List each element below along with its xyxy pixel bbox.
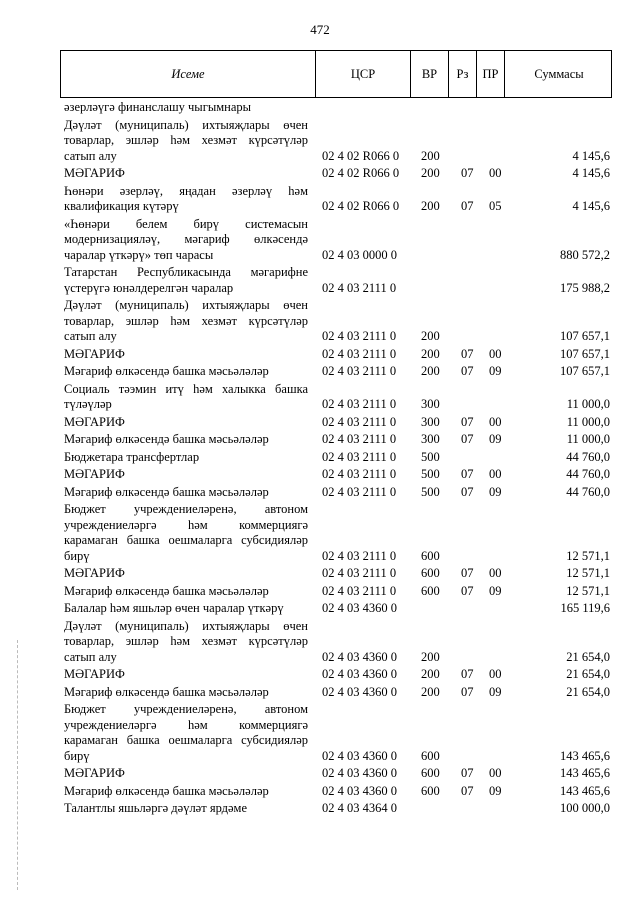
row-pr: 09	[489, 583, 502, 598]
row-csr: 02 4 03 4364 0	[322, 801, 397, 815]
row-sum: 12 571,1	[566, 566, 610, 580]
row-csr: 02 4 02 R066 0	[322, 148, 400, 163]
row-bp: 300	[421, 397, 440, 411]
row-pr: 09	[489, 432, 502, 446]
row-bp: 200	[421, 148, 440, 163]
row-name: МӘГАРИФ	[64, 346, 125, 361]
margin-line	[17, 640, 18, 890]
row-rz: 07	[461, 583, 474, 598]
row-name: Мәгариф өлкәсендә башка мәсьәләләр	[64, 484, 269, 499]
row-pr: 00	[489, 414, 502, 429]
row-csr: 02 4 03 2111 0	[322, 346, 397, 361]
row-csr: 02 4 03 2111 0	[322, 583, 397, 598]
row-name: МӘГАРИФ	[64, 414, 125, 429]
table-row	[0, 700, 640, 764]
table-row	[0, 345, 640, 363]
row-csr: 02 4 03 2111 0	[322, 467, 397, 481]
row-name: Һөнәри әзерләү, яңадан әзерләү һәм квалификация күтәрү	[64, 183, 308, 213]
row-csr: 02 4 03 4360 0	[322, 684, 397, 699]
header-rz: Рз	[448, 51, 476, 97]
row-sum: 175 988,2	[560, 280, 610, 295]
row-sum: 44 760,0	[566, 467, 610, 481]
row-csr: 02 4 03 4360 0	[322, 601, 397, 615]
row-csr: 02 4 03 4360 0	[322, 667, 397, 681]
row-pr: 00	[489, 766, 502, 780]
row-rz: 07	[461, 364, 474, 378]
row-pr: 09	[489, 684, 502, 699]
row-csr: 02 4 03 2111 0	[322, 449, 397, 464]
row-sum: 12 571,1	[566, 548, 610, 563]
row-sum: 44 760,0	[566, 449, 610, 464]
row-bp: 500	[421, 449, 440, 464]
row-sum: 12 571,1	[566, 583, 610, 598]
table-header	[60, 50, 612, 98]
row-csr: 02 4 03 2111 0	[322, 432, 397, 446]
row-name: Бюджетара трансфертлар	[64, 449, 200, 464]
row-pr: 00	[489, 166, 502, 180]
table-row	[0, 465, 640, 483]
row-sum: 107 657,1	[560, 364, 610, 378]
row-name: Мәгариф өлкәсендә башка мәсьәләләр	[64, 364, 269, 378]
row-bp: 600	[421, 748, 440, 763]
row-rz: 07	[461, 414, 474, 429]
row-bp: 200	[421, 667, 440, 681]
row-sum: 21 654,0	[566, 684, 610, 699]
row-bp: 600	[421, 566, 440, 580]
header-name: Исеме	[171, 66, 205, 81]
row-sum: 21 654,0	[566, 667, 610, 681]
row-bp: 600	[421, 783, 440, 798]
table-body	[0, 98, 640, 817]
row-sum: 107 657,1	[560, 346, 610, 361]
row-csr: 02 4 03 2111 0	[322, 414, 397, 429]
row-name: МӘГАРИФ	[64, 566, 125, 580]
table-row	[0, 116, 640, 165]
row-bp: 200	[421, 166, 440, 180]
row-sum: 11 000,0	[566, 414, 610, 429]
row-pr: 09	[489, 364, 502, 378]
row-csr: 02 4 03 2111 0	[322, 484, 397, 499]
header-sum: Суммасы	[504, 51, 613, 97]
table-row	[0, 617, 640, 666]
row-bp: 600	[421, 583, 440, 598]
row-sum: 165 119,6	[560, 601, 610, 615]
table-row	[0, 599, 640, 617]
row-bp: 300	[421, 414, 440, 429]
row-rz: 07	[461, 467, 474, 481]
row-bp: 300	[421, 432, 440, 446]
row-rz: 07	[461, 667, 474, 681]
row-bp: 200	[421, 364, 440, 378]
row-name: Дәүләт (муниципаль) ихтыяҗлары өчен товарлар, эшләр һәм хезмәт күрсәтүләр сатып алу	[64, 618, 308, 664]
row-name: Дәүләт (муниципаль) ихтыяҗлары өчен товарлар, эшләр һәм хезмәт күрсәтүләр сатып алу	[64, 117, 308, 163]
row-name: Балалар һәм яшьләр өчен чаралар үткәрү	[64, 601, 284, 615]
header-csr: ЦСР	[315, 51, 410, 97]
row-csr: 02 4 03 2111 0	[322, 566, 397, 580]
row-rz: 07	[461, 783, 474, 798]
row-sum: 11 000,0	[566, 432, 610, 446]
row-name: Социаль тәэмин итү һәм халыкка башка түләүләр	[64, 381, 308, 411]
table-row	[0, 448, 640, 466]
row-csr: 02 4 03 4360 0	[322, 748, 397, 763]
row-sum: 100 000,0	[560, 801, 610, 815]
header-bp: ВР	[410, 51, 448, 97]
row-sum: 4 145,6	[572, 166, 610, 180]
table-row	[0, 296, 640, 345]
row-csr: 02 4 03 2111 0	[322, 364, 397, 378]
table-row	[0, 362, 640, 380]
row-rz: 07	[461, 684, 474, 699]
row-name: Дәүләт (муниципаль) ихтыяҗлары өчен товарлар, эшләр һәм хезмәт күрсәтүләр сатып алу	[64, 298, 308, 343]
row-name: Татарстан Республикасында мәгарифне үстерүгә юнәлдерелгән чаралар	[64, 265, 308, 295]
row-bp: 600	[421, 548, 440, 563]
row-sum: 880 572,2	[560, 247, 610, 262]
table-row	[0, 164, 640, 182]
row-bp: 500	[421, 467, 440, 481]
table-row	[0, 263, 640, 296]
row-name: «Һөнәри белем бирү системасын модернизацияләү, мәгариф өлкәсендә чаралар үткәрү» төп чарасы	[64, 216, 308, 262]
header-pr: ПР	[476, 51, 504, 97]
row-pr: 09	[489, 783, 502, 798]
row-bp: 200	[421, 199, 440, 213]
row-pr: 00	[489, 566, 502, 580]
table-row	[0, 182, 640, 215]
row-sum: 143 465,6	[560, 748, 610, 763]
row-csr: 02 4 02 R066 0	[322, 199, 400, 213]
table-row	[0, 380, 640, 413]
row-sum: 44 760,0	[566, 484, 610, 499]
table-row	[0, 665, 640, 683]
row-pr: 00	[489, 346, 502, 361]
row-csr: 02 4 03 0000 0	[322, 247, 397, 262]
row-name: МӘГАРИФ	[64, 766, 125, 780]
row-csr: 02 4 03 4360 0	[322, 766, 397, 780]
table-row	[0, 564, 640, 582]
row-csr: 02 4 03 2111 0	[322, 397, 397, 411]
row-name: Мәгариф өлкәсендә башка мәсьәләләр	[64, 583, 269, 598]
table-row	[0, 500, 640, 564]
row-csr: 02 4 03 4360 0	[322, 783, 397, 798]
row-bp: 200	[421, 346, 440, 361]
table-row	[0, 782, 640, 800]
row-sum: 107 657,1	[560, 329, 610, 343]
row-rz: 07	[461, 432, 474, 446]
table-row	[0, 413, 640, 431]
row-name: Талантлы яшьләргә дәүләт ярдәме	[64, 801, 248, 815]
row-sum: 11 000,0	[566, 397, 610, 411]
table-row	[0, 764, 640, 782]
row-csr: 02 4 03 2111 0	[322, 329, 397, 343]
row-rz: 07	[461, 766, 474, 780]
row-csr: 02 4 03 2111 0	[322, 548, 397, 563]
row-bp: 600	[421, 766, 440, 780]
table-row	[0, 799, 640, 817]
row-rz: 07	[461, 199, 474, 213]
row-csr: 02 4 03 4360 0	[322, 649, 397, 664]
row-pr: 09	[489, 484, 502, 499]
row-name: МӘГАРИФ	[64, 166, 125, 180]
row-name: Мәгариф өлкәсендә башка мәсьәләләр	[64, 684, 269, 699]
row-pr: 05	[489, 199, 502, 213]
row-name: Мәгариф өлкәсендә башка мәсьәләләр	[64, 783, 269, 798]
row-bp: 200	[421, 649, 440, 664]
row-bp: 200	[421, 329, 440, 343]
row-name: Бюджет учреждениеләренә, автоном учреждениеләргә һәм коммерциягә карамаган башка оешмаларга субсидияләр бирү	[64, 502, 308, 563]
table-row	[0, 215, 640, 264]
row-pr: 00	[489, 467, 502, 481]
row-pr: 00	[489, 667, 502, 681]
row-rz: 07	[461, 484, 474, 499]
table-row	[0, 483, 640, 501]
page-number: 472	[310, 22, 330, 37]
row-sum: 4 145,6	[572, 148, 610, 163]
table-row	[0, 430, 640, 448]
row-csr: 02 4 02 R066 0	[322, 166, 400, 180]
row-rz: 07	[461, 346, 474, 361]
row-sum: 21 654,0	[566, 649, 610, 664]
table-row	[0, 683, 640, 701]
row-bp: 500	[421, 484, 440, 499]
row-bp: 200	[421, 684, 440, 699]
row-csr: 02 4 03 2111 0	[322, 280, 397, 295]
row-sum: 143 465,6	[560, 766, 610, 780]
row-sum: 4 145,6	[572, 199, 610, 213]
row-name: әзерләүгә финанслашу чыгымнары	[64, 100, 252, 114]
row-name: МӘГАРИФ	[64, 467, 125, 481]
row-name: Мәгариф өлкәсендә башка мәсьәләләр	[64, 432, 269, 446]
row-name: Бюджет учреждениеләренә, автоном учреждениеләргә һәм коммерциягә карамаган башка оешмаларга субсидияләр бирү	[64, 702, 308, 763]
table-row	[0, 582, 640, 600]
table-row	[0, 98, 640, 116]
row-sum: 143 465,6	[560, 783, 610, 798]
row-name: МӘГАРИФ	[64, 667, 125, 681]
row-rz: 07	[461, 566, 474, 580]
row-rz: 07	[461, 166, 474, 180]
